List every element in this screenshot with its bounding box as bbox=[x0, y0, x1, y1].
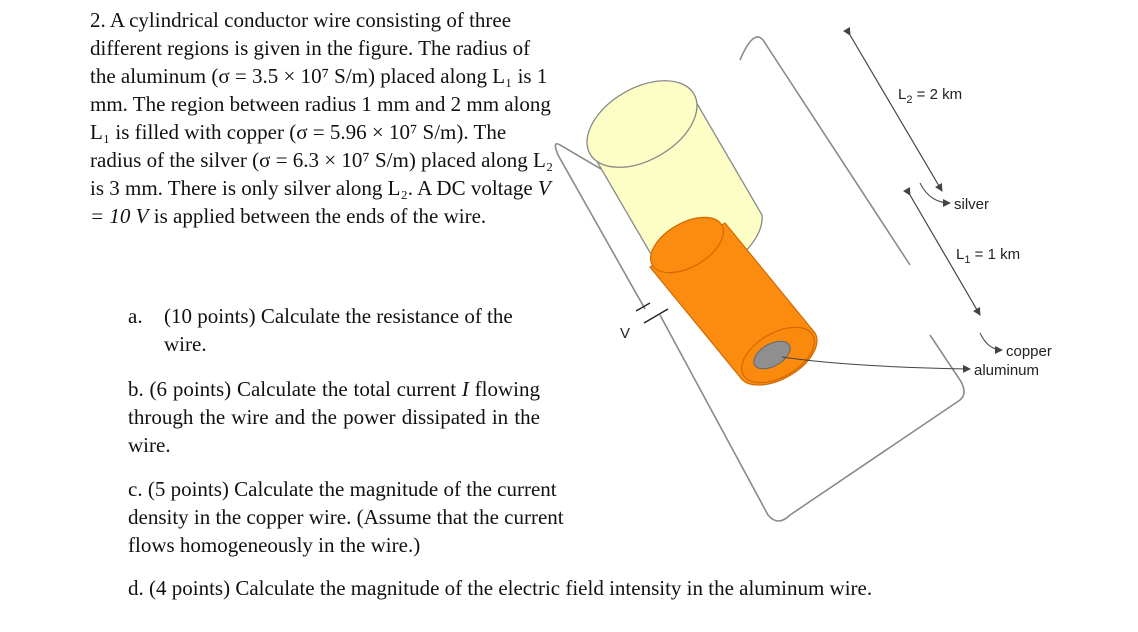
problem-statement bbox=[90, 6, 560, 230]
aluminum-label: aluminum bbox=[974, 362, 1040, 379]
copper-conductivity: σ = 5.96 × 10⁷ S/m bbox=[296, 120, 457, 144]
question-b bbox=[128, 375, 540, 459]
intro-text-1: A cylindrical conductor wire consisting of three different regions is given in the figure. The radius of the aluminum ( bbox=[90, 8, 531, 88]
intro-text-5: is applied between the ends of the wire. bbox=[148, 204, 487, 228]
applied-voltage: V = 10 V bbox=[90, 176, 551, 228]
copper-label: copper bbox=[1006, 343, 1052, 360]
question-c-label: c. bbox=[128, 477, 143, 501]
silver-label: silver bbox=[954, 196, 990, 213]
question-b-label: b. bbox=[128, 377, 144, 401]
silver-conductivity: σ = 6.3 × 10⁷ S/m bbox=[259, 148, 409, 172]
question-d-label: d. bbox=[128, 576, 144, 600]
question-c-text: (5 points) Calculate the magnitude of the current density in the copper wire. (Assume that the current flows homogeneously in the wire.) bbox=[128, 477, 564, 557]
question-b-text-1: (6 points) Calculate the total current bbox=[149, 377, 462, 401]
question-c bbox=[128, 475, 598, 559]
conductor-figure bbox=[550, 15, 1110, 595]
silver-pointer bbox=[920, 183, 950, 203]
current-variable: I bbox=[461, 377, 469, 401]
intro-text-2: ) placed along L₁ is 1 mm. The region between radius 1 mm and 2 mm along L₁ is filled with copper ( bbox=[90, 64, 551, 144]
l2-length-label: $L_2 = 2$ km bbox=[898, 86, 963, 106]
aluminum-conductivity: σ = 3.5 × 10⁷ S/m bbox=[218, 64, 368, 88]
question-b-text-2: flowing through the wire and the power dissipated in the wire. bbox=[128, 377, 540, 457]
question-a-label: a. bbox=[128, 304, 143, 328]
voltage-label: V bbox=[620, 325, 631, 342]
l1-length-label: $L_1 = 1$ km bbox=[956, 246, 1021, 266]
copper-region bbox=[641, 206, 823, 394]
question-d-text: (4 points) Calculate the magnitude of the electric field intensity in the aluminum wire. bbox=[149, 576, 873, 600]
intro-text-4: ) placed along L₂ is 3 mm. There is only silver along L₂. A DC voltage bbox=[90, 148, 554, 200]
problem-number: 2. bbox=[90, 8, 106, 32]
copper-pointer bbox=[980, 333, 1002, 350]
question-a-text: (10 points) Calculate the resistance of the wire. bbox=[164, 304, 513, 356]
l2-dimension-arrow bbox=[850, 35, 942, 191]
intro-text-3: ). The radius of the silver ( bbox=[90, 120, 507, 172]
